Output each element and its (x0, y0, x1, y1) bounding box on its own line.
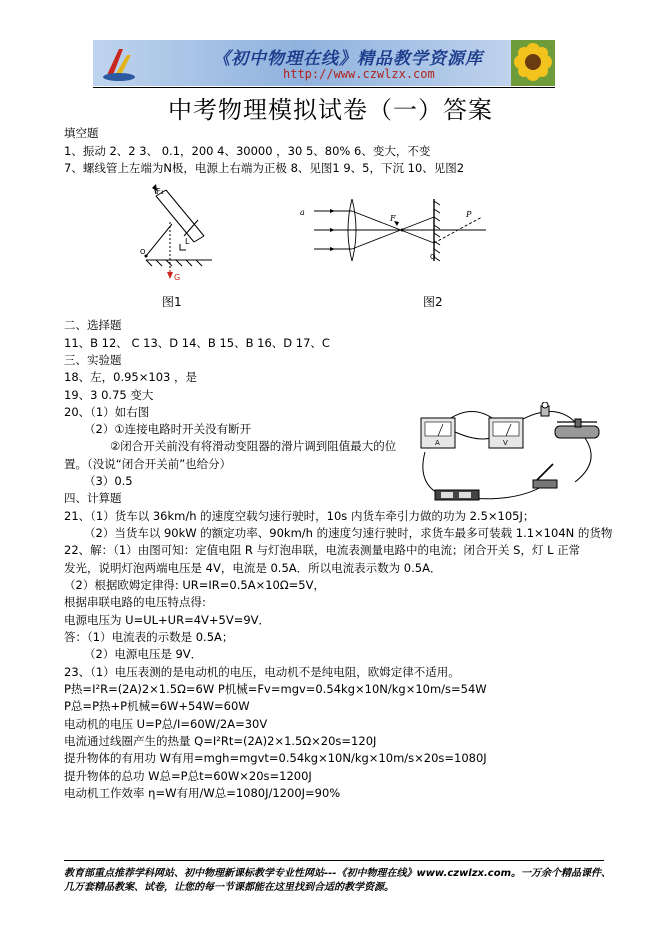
svg-text:V: V (503, 439, 508, 447)
calc-22-line-4: 根据串联电路的电压特点得: (64, 595, 206, 609)
calc-21-line-2: （2）当货车以 90kW 的额定功率、90km/h 的速度匀速行驶时，求货车最多可装载 1.1×104N 的货物 (84, 526, 613, 540)
calc-22-line-7: （2）电源电压是 9V． (84, 647, 203, 661)
calc-22-line-5: 电源电压为 U=UL+UR=4V+5V=9V． (64, 613, 271, 627)
calc-21-line-1: 21、（1）货车以 36km/h 的速度空载匀速行驶时，10s 内货车牵引力做的功为 2.5×105J； (64, 509, 535, 523)
battery-icon (435, 490, 479, 500)
footer-line-1: 教育部重点推荐学科网站、初中物理新课标教学专业性网站---《初中物理在线》www.czwlzx.com。一万余个精品课件、 (64, 868, 612, 879)
banner-title: 《初中物理在线》精品教学资源库 (213, 49, 483, 69)
calc-23-line-4: 电动机的电压 U=P总/I=60W/2A=30V (64, 717, 268, 731)
exp-line-20-2b: ②闭合开关前没有将滑动变阻器的滑片调到阻值最大的位 (110, 439, 397, 453)
exp-line-20-2c: 置。（没说“闭合开关前”也给分） (64, 457, 232, 471)
calc-22-line-1: 22、解：（1）由图可知：定值电阻 R 与灯泡串联，电流表测量电路中的电流；闭合开关 S，灯 L 正常 (64, 543, 581, 557)
fig2-o-label: O (430, 253, 436, 261)
ammeter-icon (421, 418, 455, 448)
choice-line-1: 11、B 12、 C 13、D 14、B 15、B 16、D 17、C (64, 336, 330, 350)
calc-23-line-6: 提升物体的有用功 W有用=mgh=mgvt=0.54kg×10N/kg×10m/s×20s=1080J (64, 751, 487, 765)
calc-23-line-2: P热=I²R=(2A)2×1.5Ω=6W P机械=Fv=mgv=0.54kg×10N/kg×10m/s=54W (64, 682, 487, 696)
figure-1-caption: 图1 (162, 295, 182, 309)
calc-23-line-5: 电流通过线圈产生的热量 Q=I²Rt=(2A)2×1.5Ω×20s=120J (64, 734, 377, 748)
sunflower-icon (511, 40, 555, 86)
calc-23-line-8: 电动机工作效率 η=W有用/W总=1080J/1200J=90% (64, 786, 341, 800)
exp-line-19: 19、3 0.75 变大 (64, 388, 154, 402)
switch-icon (533, 464, 557, 488)
figure-2-caption: 图2 (423, 295, 443, 309)
fig1-pivot-label: O (140, 248, 146, 256)
section-experiment: 三、实验题 (64, 353, 122, 367)
calc-23-line-7: 提升物体的总功 W总=P总t=60W×20s=1200J (64, 769, 312, 783)
figure-2-optics (296, 195, 496, 265)
fig2-f-label: F (390, 214, 396, 223)
calc-22-line-2: 发光，说明灯泡两端电压是 4V，电流是 0.5A．所以电流表示数为 0.5A． (64, 561, 442, 575)
exp-line-20-2a: （2）①连接电路时开关没有断开 (84, 422, 252, 436)
svg-text:A: A (435, 439, 440, 447)
fig1-gravity-label: G (174, 273, 181, 282)
site-logo-icon (99, 43, 139, 83)
fill-line-1: 1、振动 2、2 3、 0.1，200 4、30000 ，30 5、80% 6、变大，不变 (64, 144, 431, 158)
figure-1-lever (138, 182, 220, 284)
calc-23-line-3: P总=P热+P机械=6W+54W=60W (64, 699, 250, 713)
calc-22-line-3: （2）根据欧姆定律得: UR=IR=0.5A×10Ω=5V， (64, 578, 325, 592)
header-rule (93, 87, 555, 88)
fig1-force-label: F₁ (156, 187, 164, 196)
calc-23-line-1: 23、（1）电压表测的是电动机的电压，电动机不是纯电阻，欧姆定律不适用。 (64, 665, 460, 679)
section-fill: 填空题 (64, 126, 99, 140)
footer-line-2: 几万套精品教案、试卷，让您的每一节课都能在这里找到合适的教学资源。 (64, 882, 394, 893)
circuit-figure (405, 402, 605, 506)
fig2-p-label: P (466, 210, 472, 219)
exp-line-20: 20、（1）如右图 (64, 405, 150, 419)
voltmeter-icon (489, 418, 523, 448)
fill-line-2: 7、螺线管上左端为N极，电源上右端为正极 8、见图1 9、5，下沉 10、见图2 (64, 161, 465, 175)
fig1-length-label: L (185, 237, 190, 246)
header-banner (93, 40, 555, 86)
page-title: 中考物理模拟试卷（一）答案 (168, 96, 493, 124)
section-calc: 四、计算题 (64, 491, 122, 505)
section-choice: 二、选择题 (64, 318, 122, 332)
exp-line-20-3: （3）0.5 (84, 474, 133, 488)
rheostat-icon (555, 419, 599, 438)
fig2-a-label: a (300, 208, 305, 217)
footer-rule (64, 860, 604, 861)
calc-22-line-6: 答：（1）电流表的示数是 0.5A； (64, 630, 234, 644)
banner-url: http://www.czwlzx.com (283, 67, 435, 81)
bulb-icon (541, 402, 549, 416)
exp-line-18: 18、左，0.95×103 ，是 (64, 370, 197, 384)
